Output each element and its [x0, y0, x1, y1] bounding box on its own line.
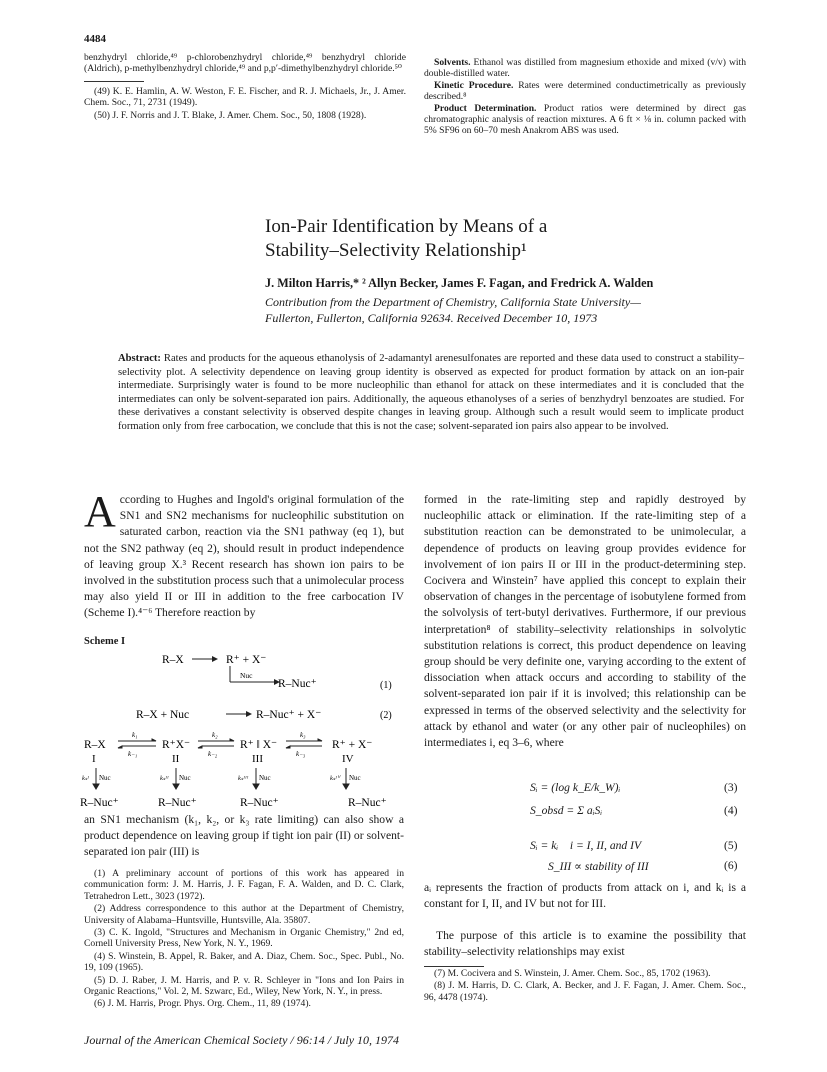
page-number: 4484 [84, 33, 106, 45]
numeral-iii: III [252, 753, 263, 765]
product-iii: R–Nuc⁺ [240, 797, 279, 809]
ks-iv-label: kₛᴵⱽ [330, 775, 340, 782]
kinetic-text: Rates were determined conductimetrically as previously described.⁸ [424, 79, 746, 103]
article-title-line1: Ion-Pair Identification by Means of a [265, 216, 548, 237]
ks-ii-label: kₛᴵᴵ [160, 775, 169, 782]
product-paragraph [424, 103, 746, 137]
footnote-4: (4) S. Winstein, B. Appel, R. Baker, and A. Diaz, Chem. Soc., Spec. Publ., No. 19, 109 (1965). [84, 950, 404, 974]
abstract-text: Rates and products for the aqueous ethanolysis of 2-adamantyl arenesulfonates are reported and these data used to construct a stability–selectivity plot. A selectivity dependence on leaving group identity is observed as expected for product formation by attack on an ion-pair intermediate. Surprisingly water is found to be more nucleophilic than ethanol for attack on these intermediates and it is concluded that the intermediates can only be solvent-separated ion pairs. Additionally, the aqueous ethanolyses of a series of benzhydryl benzoates are studied. For these derivatives a constant selectivity is observed despite changes in leaving group. Although such a result would seem to implicate product formation only from free carbocation, we conclude that this is not the case; solvent-separated ion pairs also appear to be involved. [118, 353, 744, 432]
species-iv: R⁺ + X⁻ [332, 739, 373, 751]
equation-4: S_obsd = Σ aᵢSᵢ [530, 804, 603, 817]
equation-3-number: (3) [724, 781, 738, 794]
eq1-product: R–Nuc⁺ [278, 678, 317, 690]
equation-6: S_III ∝ stability of III [548, 860, 649, 873]
footnote-5: (5) D. J. Raber, J. M. Harris, and P. v. R. Schleyer in "Ions and Ion Pairs in Organic Reactions," Vol. 2, M. Szwarc, Ed., Wiley, New York, N. Y., in press. [84, 974, 404, 998]
k2-label: k₂ [212, 731, 218, 739]
abstract-label: Abstract: [118, 353, 161, 364]
solvents-paragraph [424, 57, 746, 80]
right-paragraph-3: The purpose of this article is to examine the possibility that stability–selectivity relationships may exist [424, 929, 746, 959]
numeral-ii: II [172, 753, 180, 765]
product-i: R–Nuc⁺ [80, 797, 119, 809]
eq1-ions: R⁺ + X⁻ [226, 654, 267, 666]
equation-5-number: (5) [724, 839, 738, 852]
eq1-nuc-label: Nuc [240, 671, 253, 680]
right-paragraph-2: aᵢ represents the fraction of products from attack on i, and kᵢ is a constant for I, II, and IV but not for III. [424, 881, 746, 911]
intro-paragraph [84, 487, 404, 622]
nuc-label-iii: Nuc [259, 774, 271, 782]
experimental-section [424, 57, 746, 137]
footnotes-top-left [84, 86, 406, 121]
solvents-text: Ethanol was distilled from magnesium ethoxide and mixed (v/v) with double-distilled water. [424, 57, 746, 80]
numeral-iv: IV [342, 753, 354, 765]
product-heading: Product Determination. [434, 102, 537, 114]
after-scheme-paragraph: an SN1 mechanism (k₁, k₂, or k₃ rate limiting) can also show a product dependence on leaving group if tight ion pair (II) or solvent-separated ion pair (III) is [84, 813, 404, 859]
intro-text: ccording to Hughes and Ingold's original formulation of the SN1 and SN2 mechanisms for nucleophilic substitution on saturated carbon, reaction via the SN1 pathway (eq 1), but not the SN2 pathway (eq 2), should result in product independence of leaving group X.³ Recent research has shown ion pairs to be involved in the substitution process such that a unimolecular process may also yield II or III in addition to the free carbocation IV (Scheme I).⁴⁻⁶ Therefore reaction by [84, 493, 404, 620]
eq2-products: R–Nuc⁺ + X⁻ [256, 709, 322, 721]
scheme-label: Scheme I [84, 636, 126, 647]
k1-label: k₁ [132, 731, 138, 739]
eq1-reactant: R–X [162, 654, 184, 666]
carryover-paragraph: benzhydryl chloride,⁴⁹ p-chlorobenzhydryl chloride,⁴⁹ benzhydryl chloride (Aldrich), p-methylbenzhydryl chloride,⁴⁹ and p,p′-dimethylbenzhydryl chloride.⁵⁰ [84, 52, 406, 75]
numeral-i: I [92, 753, 96, 765]
footnote-3: (3) C. K. Ingold, "Structures and Mechanism in Organic Chemistry," 2nd ed, Cornell University Press, New York, N. Y., 1969. [84, 927, 404, 950]
k-minus3-label: k₋₃ [296, 750, 306, 758]
affiliation-line2: Fullerton, Fullerton, California 92634. Received December 10, 1973 [265, 311, 598, 325]
nuc-label-ii: Nuc [179, 774, 191, 782]
footnote-7: (7) M. Cocivera and S. Winstein, J. Amer. Chem. Soc., 85, 1702 (1963). [434, 968, 711, 979]
kinetic-heading: Kinetic Procedure. [434, 79, 514, 91]
article-title-line2: Stability–Selectivity Relationship¹ [265, 240, 527, 261]
product-text: Product ratios were determined by direct gas chromatographic analysis of reaction mixtures. A 6 ft × ⅛ in. column packed with 5% SF96 on 60–70 mesh Anakrom ABS was used. [424, 102, 747, 137]
journal-footer: Journal of the American Chemical Society / 96:14 / July 10, 1974 [84, 1033, 400, 1047]
footnote-2: (2) Address correspondence to this author at the Department of Chemistry, University of Alabama–Huntsville, Huntsville, Ala. 35807. [84, 903, 404, 926]
footnote-6: (6) J. M. Harris, Progr. Phys. Org. Chem., 11, 89 (1974). [94, 998, 311, 1010]
abstract [118, 352, 744, 434]
footnote-1: (1) A preliminary account of portions of this work has appeared in communication form: J. M. Harris, J. F. Fagan, F. A. Walden, and D. C. Clark, Tetrahedron Lett., 3023 (1972). [84, 868, 404, 902]
drop-cap: A [84, 487, 116, 536]
species-iii: R⁺ ‖ X⁻ [240, 739, 278, 751]
equation-6-number: (6) [724, 859, 738, 872]
top-left-column [84, 52, 406, 122]
kinetic-paragraph [424, 80, 746, 103]
footnote-rule [84, 81, 144, 82]
k-minus2-label: k₋₂ [208, 750, 218, 758]
equation-5: Sᵢ = kᵢ i = I, II, and IV [530, 839, 642, 852]
authors: J. Milton Harris,* ² Allyn Becker, James F. Fagan, and Fredrick A. Walden [265, 276, 654, 290]
equation-4-number: (4) [724, 804, 738, 817]
eq1-number: (1) [380, 680, 392, 691]
k3-label: k₃ [300, 731, 306, 739]
solvents-heading: Solvents. [434, 57, 471, 68]
ks-i-label: kₛᴵ [82, 775, 90, 782]
footnote-49: (49) K. E. Hamlin, A. W. Weston, F. E. Fischer, and R. J. Michaels, Jr., J. Amer. Chem. Soc., 71, 2731 (1949). [84, 85, 406, 109]
footnotes-right [424, 968, 746, 1004]
species-ii: R⁺X⁻ [162, 739, 191, 751]
footnote-50: (50) J. F. Norris and J. T. Blake, J. Amer. Chem. Soc., 50, 1808 (1928). [94, 109, 367, 121]
footnote-8: (8) J. M. Harris, D. C. Clark, A. Becker, and J. F. Fagan, J. Amer. Chem. Soc., 96, 4478 (1974). [424, 980, 746, 1003]
affiliation-line1: Contribution from the Department of Chemistry, California State University— [265, 295, 641, 309]
footnote-rule-right [424, 966, 484, 967]
footnotes-left [84, 868, 404, 1011]
nuc-label-iv: Nuc [349, 774, 361, 782]
k-minus1-label: k₋₁ [128, 750, 138, 758]
nuc-label-i: Nuc [99, 774, 111, 782]
scheme-i-diagram [80, 648, 410, 812]
product-ii: R–Nuc⁺ [158, 797, 197, 809]
product-iv: R–Nuc⁺ [348, 797, 387, 809]
eq2-reactants: R–X + Nuc [136, 709, 190, 721]
eq2-number: (2) [380, 710, 392, 721]
equation-3: Sᵢ = (log k_E/k_W)ᵢ [530, 781, 621, 794]
species-i: R–X [84, 739, 106, 751]
right-paragraph-1: formed in the rate-limiting step and rapidly destroyed by nucleophilic attack or elimination. If the rate-limiting step of a substitution reaction can be demonstrated to be unimolecular, a dependence of products on leaving group provides evidence for involvement of ion pairs II or III in the product-determining step. Cocivera and Winstein⁷ have applied this concept to explain their observation of changes in the percentage of isobutylene formed from the solvolysis of tert-butyl derivatives. Furthermore, if our previous interpretation⁸ of stability–selectivity relationships in solvolytic substitution relations is correct, this product dependence on leaving group should be very definite one, varying according to the extent of dissociation when attack occurs and according to stability of the solvent-separated ion pair if it is involved; this relationship can be expressed in terms of the observed selectivity and the selectivity for attack by ethanol and water (or any other pair of nucleophiles) on intermediates i, eq 3–6, where [424, 493, 746, 750]
ks-iii-label: kₛᴵᴵᴵ [238, 775, 249, 782]
